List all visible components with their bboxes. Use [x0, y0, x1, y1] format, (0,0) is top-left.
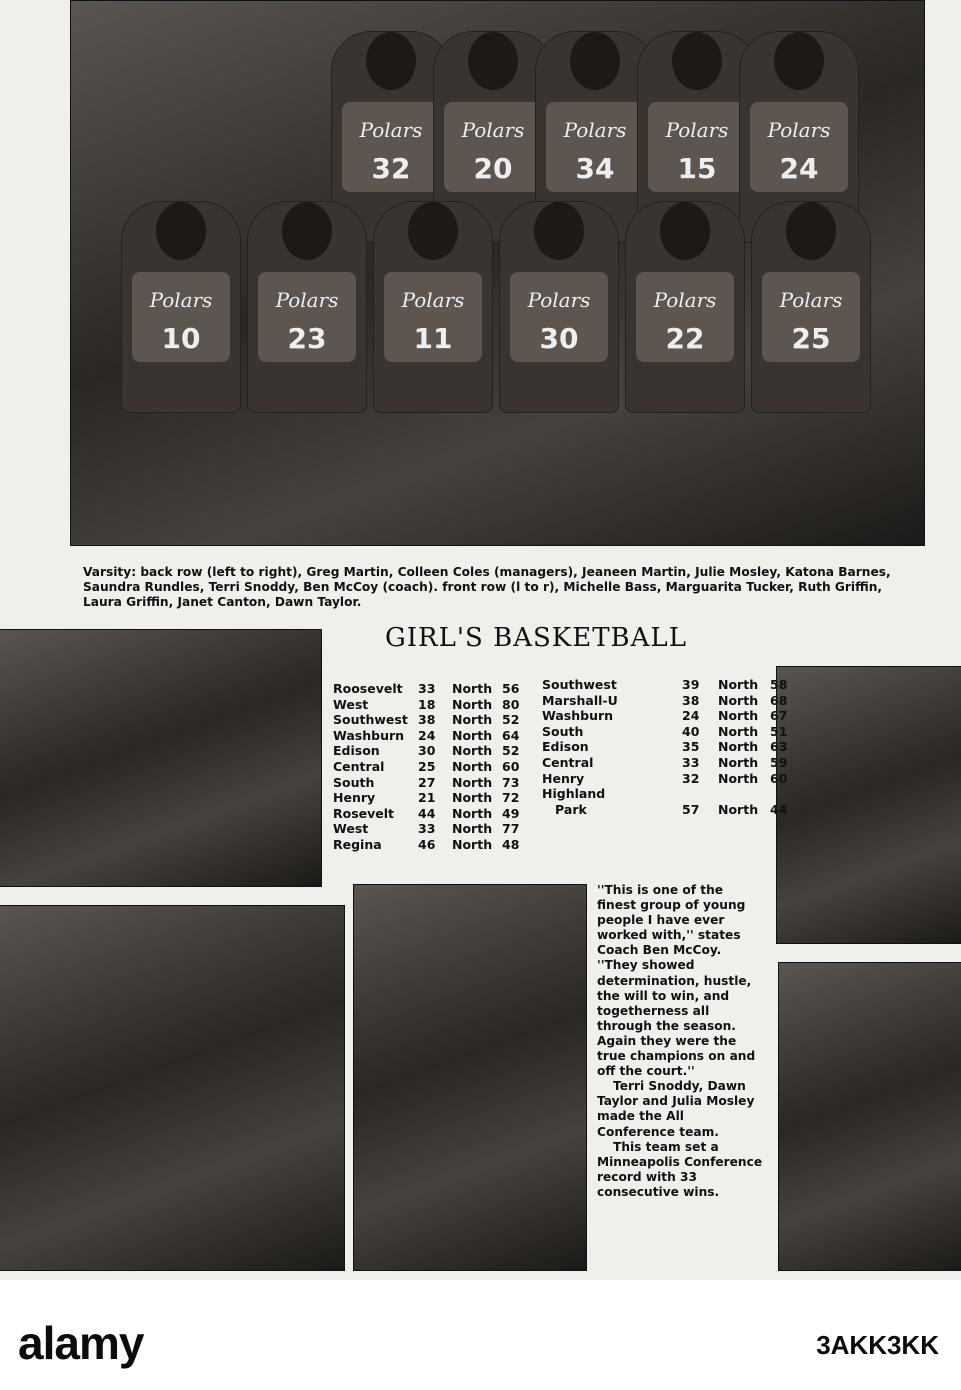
- action-photo-game-center: [353, 884, 587, 1271]
- score-team: North: [718, 754, 759, 770]
- score-opp-score: 33: [418, 681, 436, 696]
- score-opponent: West: [333, 696, 369, 712]
- score-row: [333, 743, 532, 759]
- jersey-number: 30: [539, 322, 579, 355]
- score-opponent: Southwest: [542, 677, 617, 692]
- score-opponent: West: [333, 821, 369, 837]
- scores-right-column: [542, 677, 800, 817]
- score-team-score: 52: [502, 712, 520, 728]
- score-team: North: [718, 723, 759, 739]
- score-opponent: Washburn: [333, 727, 405, 743]
- jersey-brand: Polars: [767, 118, 831, 142]
- score-team-score: 58: [770, 677, 788, 692]
- score-team: North: [452, 758, 493, 774]
- score-row: [333, 728, 532, 744]
- score-row: [542, 786, 800, 802]
- team-photo: [70, 0, 925, 546]
- score-opponent: Roosevelt: [333, 681, 403, 696]
- score-opp-score: 44: [418, 805, 436, 821]
- player-figure: [247, 201, 367, 413]
- score-team: North: [452, 727, 493, 743]
- jersey-brand: Polars: [149, 288, 213, 312]
- action-photo-bleachers-left: [0, 629, 322, 887]
- score-row: [542, 724, 800, 740]
- score-team-score: 48: [502, 836, 520, 852]
- score-row: [542, 755, 800, 771]
- score-opp-score: 33: [418, 821, 436, 837]
- jersey-number: 32: [371, 152, 411, 185]
- score-opponent: Regina: [333, 836, 382, 852]
- player-figure: [373, 201, 493, 413]
- score-opponent: Henry: [333, 790, 376, 806]
- coach-quote: [597, 883, 765, 1200]
- score-opp-score: 24: [418, 727, 436, 743]
- score-opponent: Central: [542, 754, 594, 770]
- score-team-score: 60: [502, 758, 520, 774]
- score-team: [718, 786, 770, 802]
- score-team-score: 56: [502, 681, 520, 696]
- score-opp-score: 39: [682, 677, 700, 692]
- action-photo-game-right: [778, 962, 961, 1271]
- jersey-number: 25: [791, 322, 831, 355]
- score-team-score: 67: [770, 708, 788, 724]
- score-opponent: Henry: [542, 770, 585, 786]
- jersey-number: 10: [161, 322, 201, 355]
- jersey-number: 23: [287, 322, 327, 355]
- score-team-score: 63: [770, 739, 788, 755]
- score-opp-score: 33: [682, 754, 700, 770]
- score-team: North: [452, 821, 493, 837]
- score-row: [333, 681, 532, 697]
- jersey-brand: Polars: [461, 118, 525, 142]
- score-row: [333, 837, 532, 853]
- score-opponent: South: [333, 774, 375, 790]
- score-opponent: Edison: [542, 739, 589, 755]
- jersey-brand: Polars: [665, 118, 729, 142]
- score-opp-score: 27: [418, 774, 436, 790]
- score-team-score: 64: [502, 727, 520, 743]
- stock-image-id: 3AKK3KK: [816, 1330, 939, 1360]
- score-row: [333, 712, 532, 728]
- score-team: North: [718, 677, 759, 692]
- score-opp-score: 30: [418, 743, 436, 759]
- score-row: [333, 775, 532, 791]
- score-opponent: Central: [333, 758, 385, 774]
- score-team: North: [718, 770, 759, 786]
- score-opponent: Washburn: [542, 708, 614, 724]
- jersey-number: 34: [575, 152, 615, 185]
- score-opp-score: 38: [418, 712, 436, 728]
- jersey-brand: Polars: [401, 288, 465, 312]
- score-team-score: 51: [770, 723, 788, 739]
- score-opp-score: 35: [682, 739, 700, 755]
- score-opp-score: 46: [418, 836, 436, 852]
- score-row: [333, 821, 532, 837]
- jersey-brand: Polars: [563, 118, 627, 142]
- score-row: [542, 693, 800, 709]
- stock-logo: alamy: [18, 1317, 144, 1369]
- score-team-score: 72: [502, 790, 520, 806]
- score-team-score: 59: [770, 754, 788, 770]
- action-photo-shot-right: [776, 666, 961, 944]
- score-opponent: Edison: [333, 743, 380, 759]
- score-team-score: 68: [770, 692, 788, 708]
- jersey-number: 20: [473, 152, 513, 185]
- score-row: [542, 677, 800, 693]
- score-team: North: [452, 696, 493, 712]
- score-team: North: [452, 774, 493, 790]
- player-figure: [121, 201, 241, 413]
- jersey-number: 15: [677, 152, 717, 185]
- score-team-score: 77: [502, 821, 520, 837]
- quote-paragraph: ''This is one of the finest group of young people I have ever worked with,'' states Coach Ben McCoy. ''They showed determination, hustle, the will to win, and togetherness all through the season. Again they were the true champions on and off the court.'': [597, 883, 756, 1079]
- player-figure: [625, 201, 745, 413]
- score-row: [542, 771, 800, 787]
- score-team-score: 73: [502, 774, 520, 790]
- score-opp-score: 25: [418, 758, 436, 774]
- score-team: North: [452, 681, 493, 696]
- score-team-score: 44: [770, 801, 788, 817]
- score-row: [542, 802, 800, 818]
- score-team: North: [718, 692, 759, 708]
- score-opponent: Southwest: [333, 712, 408, 728]
- score-team: North: [452, 743, 493, 759]
- player-figure: [751, 201, 871, 413]
- score-row: [333, 759, 532, 775]
- jersey-brand: Polars: [779, 288, 843, 312]
- score-opp-score: [682, 786, 718, 802]
- score-row: [542, 739, 800, 755]
- score-row: [333, 697, 532, 713]
- score-team-score: 49: [502, 805, 520, 821]
- score-opp-score: 18: [418, 696, 436, 712]
- score-team-score: 60: [770, 770, 788, 786]
- scores-left-column: [333, 681, 532, 853]
- action-photo-game-left: [0, 905, 345, 1271]
- score-team-score: 80: [502, 696, 520, 712]
- jersey-number: 22: [665, 322, 705, 355]
- jersey-brand: Polars: [359, 118, 423, 142]
- score-opp-score: 32: [682, 770, 700, 786]
- score-row: [542, 708, 800, 724]
- score-opp-score: 21: [418, 790, 436, 806]
- score-opp-score: 57: [682, 801, 700, 817]
- score-opp-score: 24: [682, 708, 700, 724]
- score-opponent: Marshall-U: [542, 692, 618, 708]
- section-heading: GIRL'S BASKETBALL: [385, 623, 687, 653]
- score-opponent: Park: [542, 801, 587, 817]
- score-row: [333, 806, 532, 822]
- score-team: North: [452, 805, 493, 821]
- jersey-number: 11: [413, 322, 453, 355]
- score-opp-score: 38: [682, 692, 700, 708]
- score-opponent: South: [542, 723, 584, 739]
- score-row: [333, 790, 532, 806]
- score-opponent: Rosevelt: [333, 805, 395, 821]
- score-team: North: [718, 708, 759, 724]
- score-opponent: Highland: [542, 786, 606, 802]
- jersey-brand: Polars: [653, 288, 717, 312]
- score-team: North: [452, 712, 493, 728]
- team-photo-caption: Varsity: back row (left to right), Greg Martin, Colleen Coles (managers), Jeaneen Martin, Julie Mosley, Katona Barnes, Saundra Rundles, Terri Snoddy, Ben McCoy (coach). front row (l to r), Michelle Bass, Marguarita Tucker, Ruth Griffin, Laura Griffin, Janet Canton, Dawn Taylor.: [83, 565, 891, 609]
- score-opp-score: 40: [682, 723, 700, 739]
- score-team: North: [718, 801, 759, 817]
- jersey-brand: Polars: [275, 288, 339, 312]
- quote-paragraph: Terri Snoddy, Dawn Taylor and Julia Mosley made the All Conference team.: [597, 1079, 755, 1139]
- score-team-score: [770, 786, 800, 802]
- player-figure: [499, 201, 619, 413]
- quote-paragraph: This team set a Minneapolis Conference record with 33 consecutive wins.: [597, 1139, 763, 1199]
- score-team: North: [452, 836, 493, 852]
- score-team: North: [452, 790, 493, 806]
- jersey-brand: Polars: [527, 288, 591, 312]
- score-team: North: [718, 739, 759, 755]
- score-team-score: 52: [502, 743, 520, 759]
- stock-banner: [0, 1280, 961, 1390]
- jersey-number: 24: [779, 152, 819, 185]
